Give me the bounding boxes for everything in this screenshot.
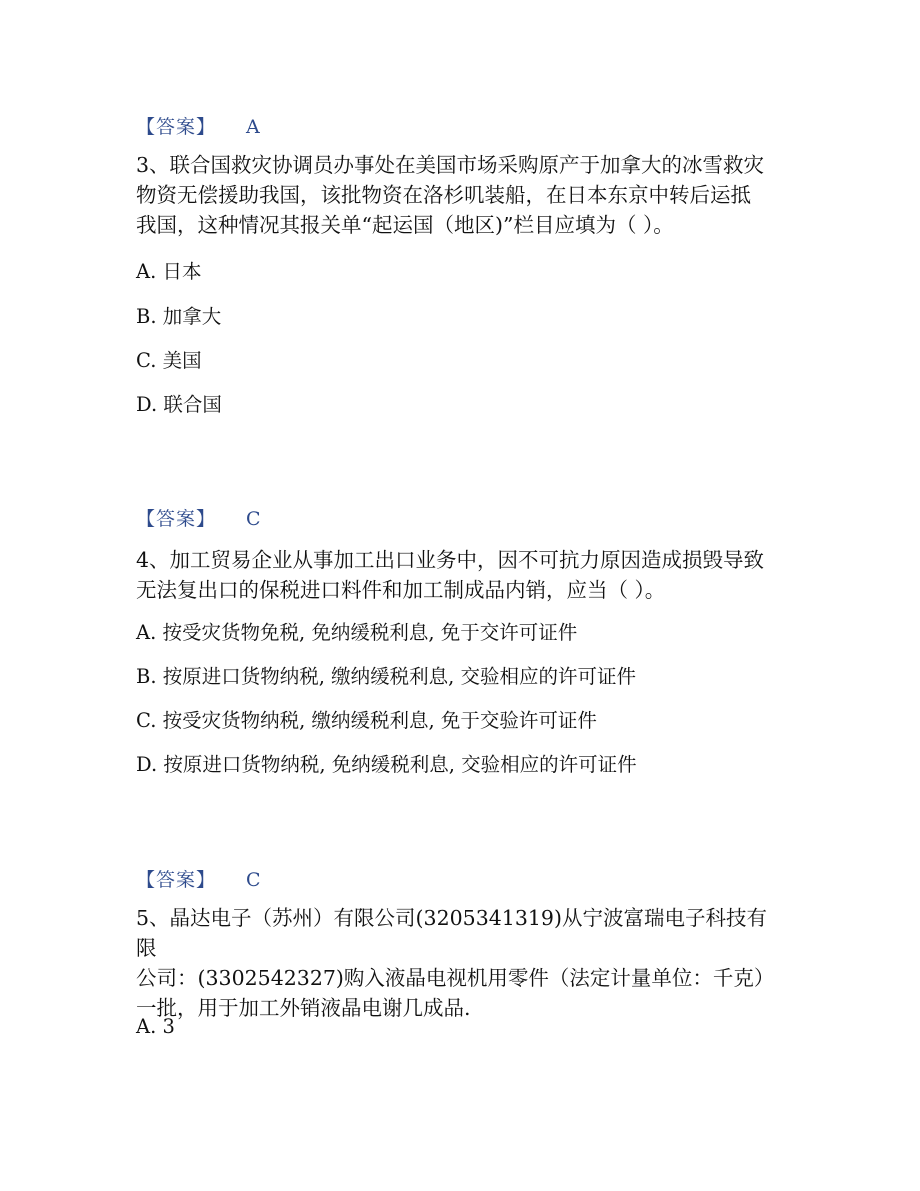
answer-label: 【答案】: [136, 508, 217, 530]
answer-value: C: [246, 508, 261, 530]
option-b: B. 按原进口货物纳税, 缴纳缓税利息, 交验相应的许可证件: [136, 665, 637, 688]
option-b: B. 加拿大: [136, 305, 222, 328]
option-c: C. 美国: [136, 349, 202, 372]
answer-value: A: [246, 116, 260, 138]
option-d: D. 按原进口货物纳税, 免纳缓税利息, 交验相应的许可证件: [136, 753, 637, 776]
answer-value: C: [246, 869, 261, 891]
question-line: 无法复出口的保税进口料件和加工制成品内销，应当（ ）。: [136, 578, 666, 602]
answer-line: [136, 504, 780, 531]
question-line: 一批，用于加工外销液晶电谢几成品.: [136, 996, 471, 1020]
question-3: [136, 150, 780, 240]
answer-line: [136, 865, 780, 892]
question-line: 4、加工贸易企业从事加工出口业务中，因不可抗力原因造成损毁导致: [136, 548, 765, 572]
answer-label: 【答案】: [136, 869, 217, 891]
option-a: A. 按受灾货物免税, 免纳缓税利息, 免于交许可证件: [136, 621, 578, 644]
question-line: 物资无偿援助我国，该批物资在洛杉叽装船，在日本东京中转后运抵: [136, 183, 751, 207]
question-line: 公司：(3302542327)购入液晶电视机用零件（法定计量单位：千克）: [136, 966, 775, 990]
question-line: 3、联合国救灾协调员办事处在美国市场采购原产于加拿大的冰雪救灾: [136, 153, 765, 177]
option-a: A. 日本: [136, 260, 202, 283]
question-line: 我国，这种情况其报关单“起运国（地区)”栏目应填为（ ）。: [136, 213, 674, 237]
option-d: D. 联合国: [136, 393, 222, 416]
option-a: A. 3: [136, 1015, 175, 1038]
answer-line: [136, 112, 780, 139]
answer-label: 【答案】: [136, 116, 217, 138]
option-c: C. 按受灾货物纳税, 缴纳缓税利息, 免于交验许可证件: [136, 709, 597, 732]
question-4: [136, 545, 780, 605]
question-5: [136, 903, 780, 1023]
question-line: 5、晶达电子（苏州）有限公司(3205341319)从宁波富瑞电子科技有限: [136, 906, 767, 960]
